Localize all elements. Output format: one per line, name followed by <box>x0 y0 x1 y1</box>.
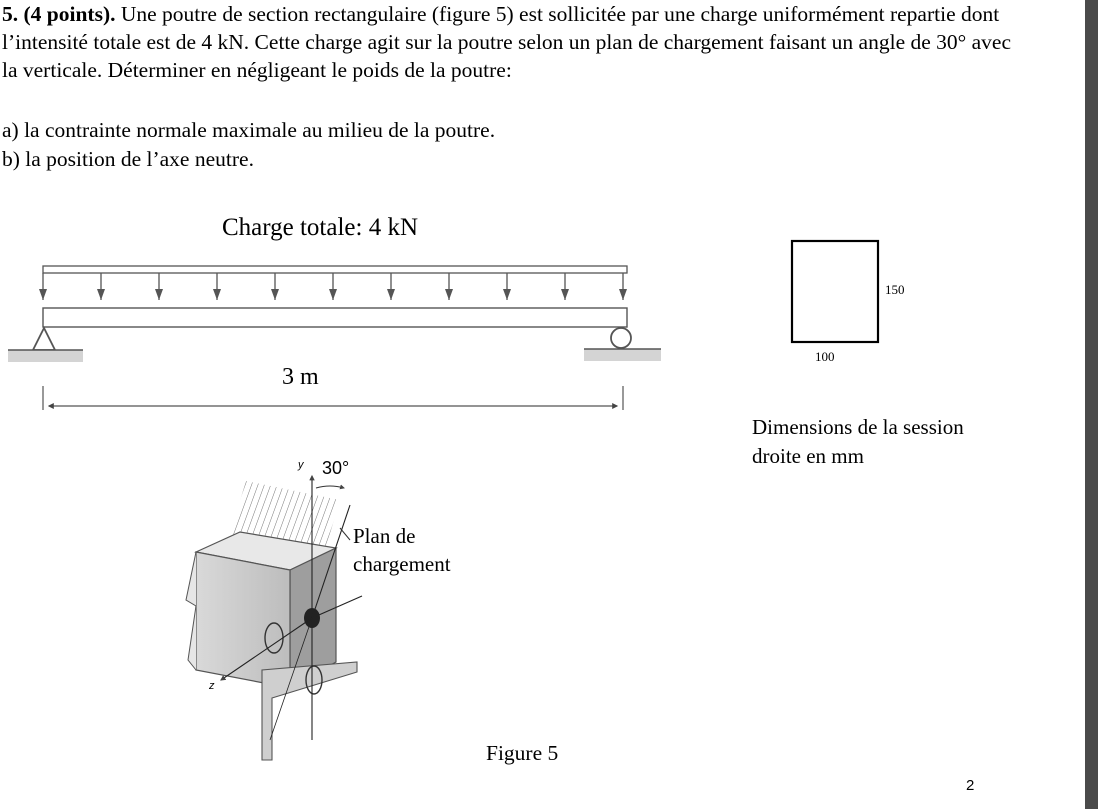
roller-support <box>584 328 661 361</box>
section-width-label: 100 <box>815 349 835 364</box>
section-caption: Dimensions de la session droite en mm <box>752 415 964 468</box>
problem-text: Une poutre de section rectangulaire (figure 5) est sollicitée par une charge uniformément repartie dont l’intensité totale est de 4 kN. Cette charge agit sur la poutre selon un plan de chargement faisant un angle de 30° avec la verticale. Déterminer en négligeant le poids de la poutre: <box>2 2 1012 82</box>
page-number: 2 <box>966 777 975 794</box>
pin-support <box>8 328 83 362</box>
z-axis-label: z <box>209 680 215 692</box>
span-label: 3 m <box>282 364 319 390</box>
y-axis-label: y <box>298 459 304 471</box>
span-dimension <box>43 386 623 410</box>
angle-label: 30° <box>322 458 350 478</box>
isometric-beam <box>186 476 362 760</box>
distributed-load <box>39 266 627 300</box>
beam <box>43 308 627 327</box>
question-b: b) la position de l’axe neutre. <box>2 147 254 171</box>
problem-number: 5. <box>2 2 19 26</box>
problem-points: (4 points). <box>23 2 116 26</box>
loading-plane-label: Plan de chargement <box>353 524 451 576</box>
section-height-label: 150 <box>885 282 905 297</box>
scrollbar[interactable] <box>1085 0 1098 809</box>
question-a: a) la contrainte normale maximale au milieu de la poutre. <box>2 118 496 142</box>
load-title: Charge totale: 4 kN <box>222 214 419 241</box>
cross-section <box>792 241 878 342</box>
figure-caption: Figure 5 <box>486 741 559 765</box>
